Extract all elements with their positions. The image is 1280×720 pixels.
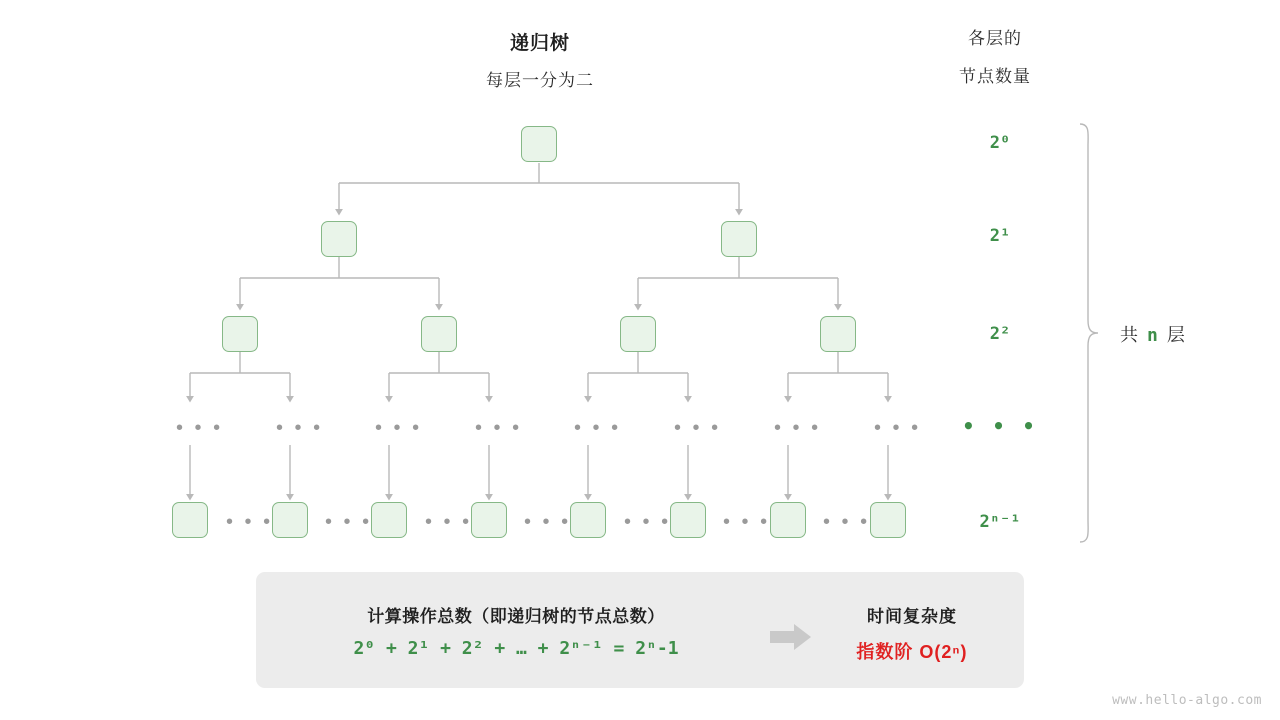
ellipsis: • • • [226, 511, 274, 533]
ellipsis: • • • [674, 417, 722, 439]
level-count-label-ellipsis: • • • [962, 414, 1038, 438]
tree-node [321, 221, 357, 257]
right-column-title-line1: 各层的 [968, 29, 1022, 48]
page-subtitle: 每层一分为二 [486, 71, 594, 90]
ellipsis: • • • [624, 511, 672, 533]
ellipsis: • • • [874, 417, 922, 439]
brace-variable: n [1147, 325, 1160, 346]
brace-label [1120, 321, 1187, 347]
time-complexity-value: 指数阶 O(2ⁿ) [856, 642, 968, 662]
summary-panel [256, 572, 1024, 688]
level-count-label-2: 2² [989, 324, 1011, 344]
operations-formula: 2⁰ + 2¹ + 2² + … + 2ⁿ⁻¹ = 2ⁿ-1 [353, 638, 679, 659]
ellipsis: • • • [325, 511, 373, 533]
tree-node [222, 316, 258, 352]
tree-node [620, 316, 656, 352]
ellipsis: • • • [823, 511, 871, 533]
ellipsis: • • • [723, 511, 771, 533]
level-count-label-1: 2¹ [989, 226, 1011, 246]
level-brace [1080, 124, 1098, 542]
page-title: 递归树 [509, 33, 570, 54]
tree-node [371, 502, 407, 538]
watermark: www.hello-algo.com [1112, 693, 1262, 708]
brace-prefix: 共 [1120, 325, 1140, 345]
tree-node [721, 221, 757, 257]
ellipsis: • • • [276, 417, 324, 439]
tree-node [471, 502, 507, 538]
time-complexity-title: 时间复杂度 [867, 607, 957, 626]
tree-node [570, 502, 606, 538]
tree-node [521, 126, 557, 162]
tree-node [770, 502, 806, 538]
ellipsis: • • • [176, 417, 224, 439]
tree-node [670, 502, 706, 538]
ellipsis: • • • [574, 417, 622, 439]
right-column-title-line2: 节点数量 [959, 67, 1031, 86]
level-count-label-0: 2⁰ [989, 133, 1011, 153]
ellipsis: • • • [524, 511, 572, 533]
ellipsis: • • • [774, 417, 822, 439]
tree-node [272, 502, 308, 538]
tree-node [870, 502, 906, 538]
tree-node [172, 502, 208, 538]
tree-node [421, 316, 457, 352]
operations-total-title: 计算操作总数（即递归树的节点总数） [367, 607, 665, 626]
ellipsis: • • • [425, 511, 473, 533]
ellipsis: • • • [475, 417, 523, 439]
level-count-label-last: 2ⁿ⁻¹ [979, 512, 1021, 532]
tree-node [820, 316, 856, 352]
ellipsis: • • • [375, 417, 423, 439]
brace-suffix: 层 [1166, 325, 1187, 345]
